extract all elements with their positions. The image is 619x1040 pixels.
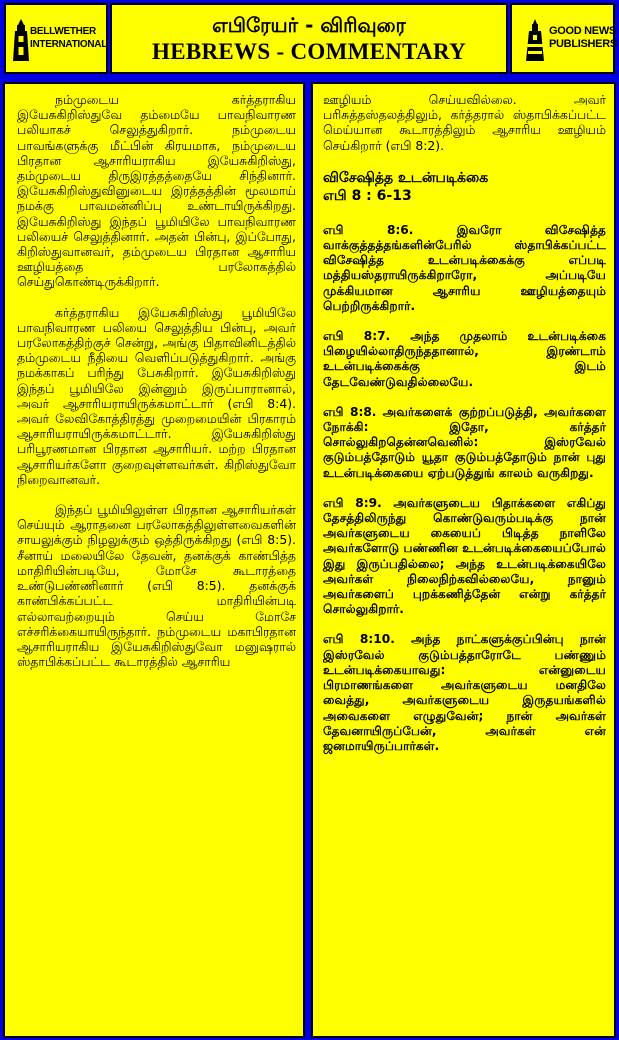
logo-line: GOOD NEWS [549, 25, 616, 37]
scripture-verse: எபி 8:9. அவர்களுடைய பிதாக்களை எகிப்து தேசத்திலிருந்து கொண்டுவரும்படிக்கு நான் அவர்களுடைய கையைப் பிடித்த நாளிலே அவர்களோடு பண்ணின உடன்படிக்கையைப்போல் இது இருப்பதில்லை; அந்த உடன்படிக்கையிலே அவர்கள் நிலைநிற்கவில்லையே, நானும் அவர்களைப் புறக்கணித்தேன் என்று கர்த்தர் சொல்லுகிறார். [323, 495, 607, 617]
good-news-logo [510, 3, 615, 74]
bellwether-logo-text [30, 25, 107, 51]
bell-tower-icon [12, 19, 30, 61]
logo-line: BELLWETHER [30, 26, 96, 37]
publisher-emblem-icon [524, 19, 546, 61]
section-title: விசேஷித்த உடன்படிக்கை [323, 169, 489, 186]
section-reference: எபி 8 : 6-13 [323, 187, 412, 204]
good-news-logo-text [549, 25, 617, 51]
right-column [311, 82, 616, 1038]
title-box [110, 3, 508, 74]
commentary-paragraph: கர்த்தராகிய இயேசுகிறிஸ்து பூமியிலே பாவநிவாரண பலியை செலுத்திய பின்பு, அவர் பரலோகத்திற்குச் சென்று, அங்கு பிதாவினிடத்தில் தம்முடைய நீதியை வெளிப்படுத்துகிறார். அங்கு நமக்காகப் பரிந்து பேசுகிறார். இயேசுகிறிஸ்து இந்தப் பூமியிலே இன்னும் இருப்பாரானால், அவர் ஆசாரியராயிருக்கமாட்டார் (எபி 8:4). அவர் லேவிகோத்திரத்து முறைமையின் பிரகாரம் ஆசாரியராயிருக்கமாட்டார். இயேசுகிறிஸ்து பரிபூரணமான பிரதான ஆசாரியர். மற்ற பிரதான ஆசாரியர்களோ குறைவுள்ளவர்கள். கிறிஸ்துவோ நிறைவானவர். [17, 304, 296, 487]
commentary-paragraph: இந்தப் பூமியிலுள்ள பிரதான ஆசாரியர்கள் செய்யும் ஆராதனை பரலோகத்திலுள்ளவைகளின் சாயலுக்கும் நிழலுக்கும் ஒத்திருக்கிறது (எபி 8:5). சீனாய் மலையிலே தேவன், தனக்குக் காண்பித்த மாதிரியின்படியே, மோசே கூடாரத்தை உண்டுபண்ணினார் (எபி 8:5). தனக்குக் காண்பிக்கப்பட்ட மாதிரியின்படி எல்லாவற்றையும் செய்ய மோசே எச்சரிக்கையாயிருந்தார். நம்முடைய மகாபிரதான ஆசாரியராகிய இயேசுகிறிஸ்துவோ மனுஷரால் ஸ்தாபிக்கப்பட்ட கூடாரத்தில் ஆசாரிய [17, 502, 296, 670]
scripture-verse: எபி 8:7. அந்த முதலாம் உடன்படிக்கை பிழையில்லாதிருந்ததானால், இரண்டாம் உடன்படிக்கைக்கு இடம் தேடவேண்டுவதில்லையே. [323, 329, 606, 389]
commentary-continuation: ஊழியம் செய்யவில்லை. அவர் பரிசுத்தஸ்தலத்திலும், கர்த்தரால் ஸ்தாபிக்கப்பட்ட மெய்யான கூடாரத்திலும் ஆசாரிய ஊழியம் செய்கிறார் (எபி 8:2). [323, 92, 606, 153]
left-column [3, 82, 305, 1038]
title-english: HEBREWS - COMMENTARY [152, 39, 466, 64]
title-tamil: எபிரேயர் - விரிவுரை [212, 13, 406, 37]
section-heading [323, 169, 606, 205]
bellwether-logo [4, 3, 108, 74]
page-header [4, 3, 615, 74]
scripture-verse: எபி 8:10. அந்த நாட்களுக்குப்பின்பு நான் இஸ்ரவேல் குடும்பத்தாரோடே பண்ணும் உடன்படிக்கையாவது: என்னுடைய பிரமாணங்களை அவர்களுடைய மனதிலே வைத்து, அவர்களுடைய இருதயங்களில் அவைகளை எழுதுவேன்; நான் அவர்கள் தேவனாயிருப்பேன், அவர்கள் என் ஜனமாயிருப்பார்கள். [323, 632, 606, 753]
logo-line: PUBLISHERS [549, 38, 617, 50]
scripture-verse: எபி 8:6. இவரோ விசேஷித்த வாக்குத்தத்தங்களின்பேரில் ஸ்தாபிக்கப்பட்ட விசேஷித்த உடன்படிக்கைக்கு எப்படி மத்தியஸ்தராயிருக்கிறாரோ, அப்படியே முக்கியமான ஆசாரிய ஊழியத்தையும் பெற்றிருக்கிறார். [323, 222, 606, 313]
commentary-paragraph: நம்முடைய கர்த்தராகிய இயேசுகிறிஸ்துவே தம்மையே பாவநிவாரண பலியாகச் செலுத்துகிறார். நம்முடைய பாவங்களுக்கு மீட்பின் கிரயமாக, நம்முடைய பிரதான ஆசாரியராகிய இயேசுகிறிஸ்து, தம்முடைய திருஇரத்தத்தையே சிந்தினார். இயேசுகிறிஸ்துவினுடைய இரத்தத்தின் மூலமாய் நமக்கு பாவமன்னிப்பு உண்டாயிருக்கிறது. இயேசுகிறிஸ்து இந்தப் பூமியிலே பாவநிவாரண பலியைச் செலுத்தினார். அதன் பின்பு, இப்போது, கிறிஸ்துவானவர், தம்முடைய பிரதான ஆசாரிய ஊழியத்தை பரலோகத்தில் செய்துகொண்டிருக்கிறார். [17, 92, 296, 290]
logo-line: INTERNATIONAL [30, 39, 108, 50]
scripture-verse: எபி 8:8. அவர்களைக் குற்றப்படுத்தி, அவர்களை நோக்கி: இதோ, கர்த்தர் சொல்லுகிறதென்னவெனில்: இஸ்ரவேல் குடும்பத்தோடும் யூதா குடும்பத்தோடும் நான் புது உடன்படிக்கையை ஏற்படுத்துங் காலம் வருகிறது. [323, 404, 606, 480]
